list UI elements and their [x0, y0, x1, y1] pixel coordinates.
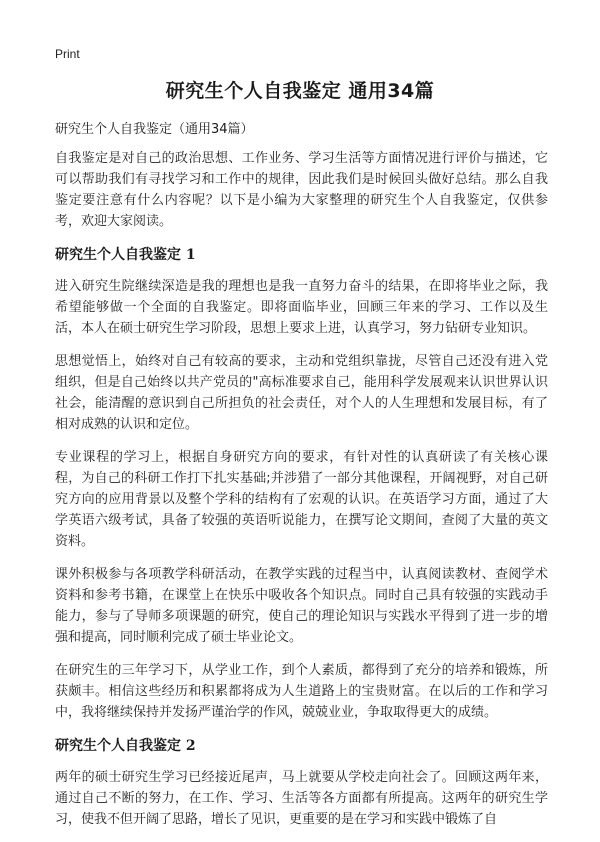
document-subtitle: 研究生个人自我鉴定（通用34篇）	[55, 122, 254, 137]
section-1-paragraph: 进入研究生院继续深造是我的理想也是我一直努力奋斗的结果，在即将毕业之际，我希望能够做一个全面的自我鉴定。即将面临毕业，回顾三年来的学习、工作以及生活，本人在硕士研究生学习阶段，思想上要求上进，认真学习，努力钻研专业知识。	[55, 279, 548, 336]
section-1-paragraph: 课外积极参与各项教学科研活动，在教学实践的过程当中，认真阅读教材、查阅学术资料和参考书籍，在课堂上在快乐中吸收各个知识点。同时自己具有较强的实践动手能力，参与了导师多项课题的研究，使自己的理论知识与实践水平得到了进一步的增强和提高，同时顺利完成了硕士毕业论文。	[55, 567, 548, 645]
document-title: 研究生个人自我鉴定 通用34篇	[165, 80, 435, 102]
document-body	[55, 148, 548, 842]
section-2-paragraph: 两年的硕士研究生学习已经接近尾声，马上就要从学校走向社会了。回顾这两年来，通过自己不断的努力，在工作、学习、生活等各方面都有所提高。这两年的研究生学习，使我不但开阔了思路，增长了见识，更重要的是在学习和实践中锻炼了自	[55, 770, 548, 827]
intro-paragraph: 自我鉴定是对自己的政治思想、工作业务、学习生活等方面情况进行评价与描述，它可以帮助我们有寻找学习和工作中的规律，因此我们是时候回头做好总结。那么自我鉴定要注意有什么内容呢？以下是小编为大家整理的研究生个人自我鉴定，仅供参考，欢迎大家阅读。	[55, 151, 548, 229]
section-heading-2: 研究生个人自我鉴定 2	[55, 738, 196, 754]
section-1-paragraph: 思想觉悟上，始终对自己有较高的要求，主动和党组织靠拢，尽管自己还没有进入党组织，但是自己始终以共产党员的"高标准要求自己，能用科学发展观来认识世界认识社会，能清醒的意识到自己所担负的社会责任，对个人的人生理想和发展目标，有了相对成熟的认识和定位。	[55, 354, 548, 432]
section-heading-1: 研究生个人自我鉴定 1	[55, 247, 196, 263]
section-1-paragraph: 在研究生的三年学习下，从学业工作，到个人素质，都得到了充分的培养和锻炼，所获颇丰。相信这些经历和积累都将成为人生道路上的宝贵财富。在以后的工作和学习中，我将继续保持并发扬严谨治学的作风，兢兢业业，争取取得更大的成绩。	[55, 663, 548, 720]
section-1-paragraph: 专业课程的学习上，根据自身研究方向的要求，有针对性的认真研读了有关核心课程，为自己的科研工作打下扎实基础;并涉猎了一部分其他课程，开阔视野，对自己研究方向的应用背景以及整个学科的结构有了宏观的认识。在英语学习方面，通过了大学英语六级考试，具备了较强的英语听说能力，在撰写论文期间，查阅了大量的英文资料。	[55, 450, 548, 549]
print-label: Print	[55, 47, 80, 61]
